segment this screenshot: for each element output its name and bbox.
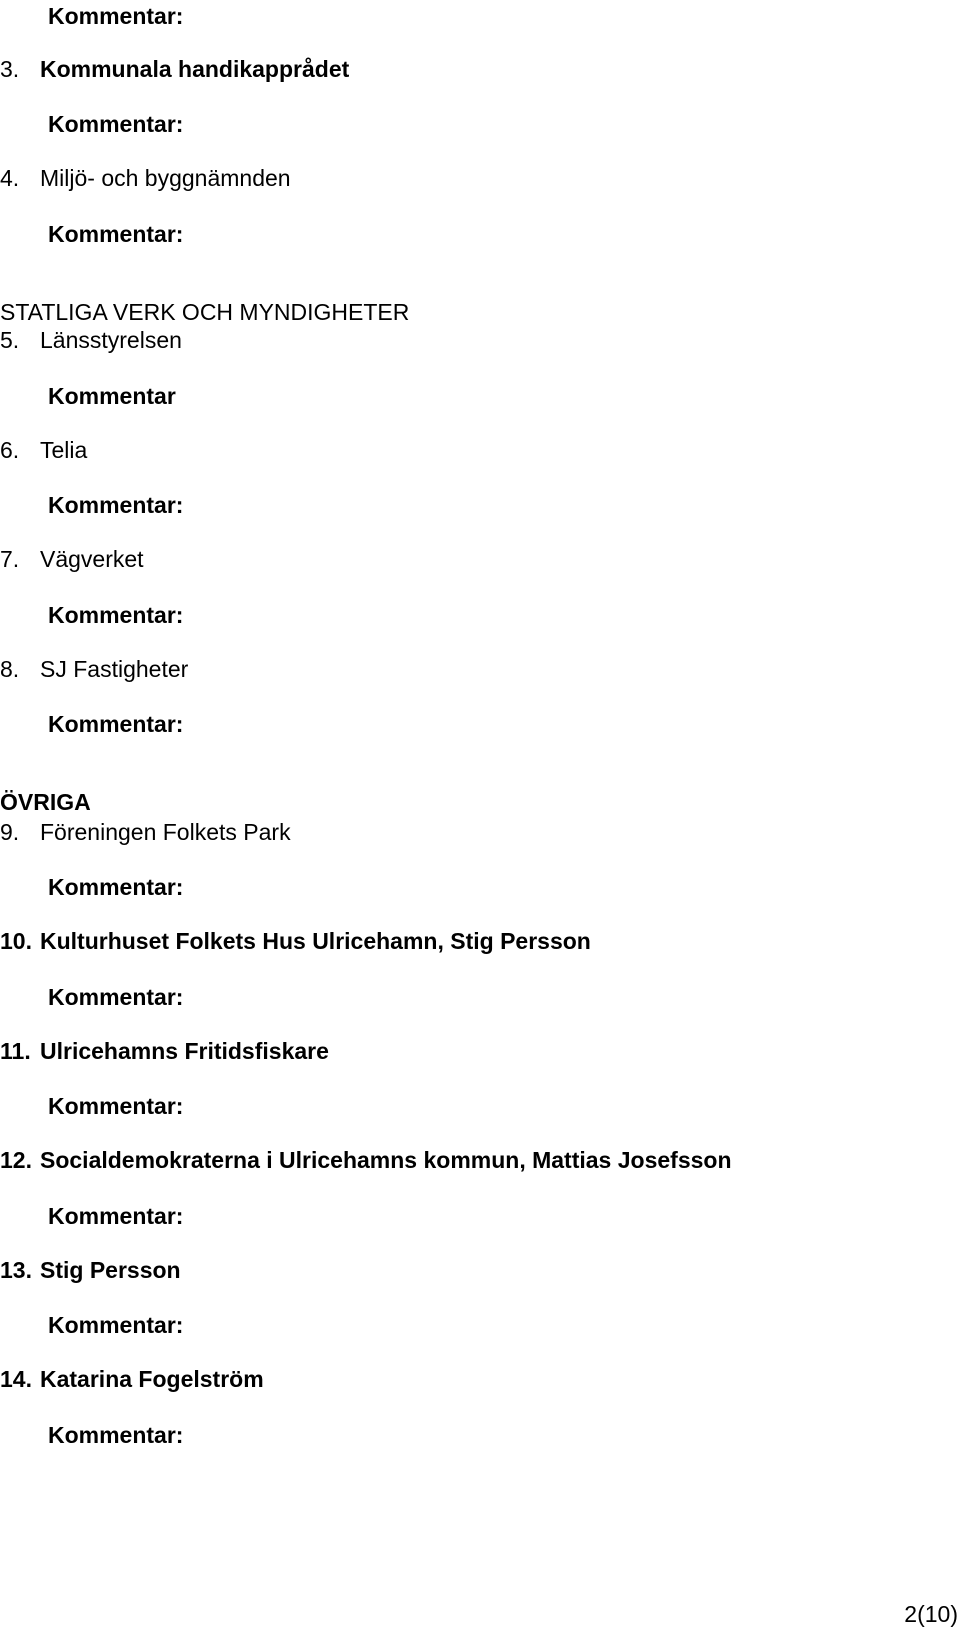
item-number: 12. [0, 1147, 32, 1173]
list-item [0, 436, 87, 464]
section-heading: STATLIGA VERK OCH MYNDIGHETER [0, 299, 410, 325]
item-number: 9. [0, 819, 20, 845]
list-item [0, 326, 182, 354]
page-number: 2(10) [904, 1601, 958, 1627]
item-number: 5. [0, 327, 20, 353]
list-item [0, 164, 291, 192]
comment-label: Kommentar: [48, 1093, 184, 1119]
item-title: Telia [40, 437, 88, 463]
item-number: 11. [0, 1038, 31, 1064]
comment-label: Kommentar: [48, 1312, 184, 1338]
comment-label: Kommentar: [48, 1203, 184, 1229]
item-title: Vägverket [40, 546, 144, 572]
comment-label: Kommentar: [48, 602, 184, 628]
comment-label: Kommentar: [48, 984, 184, 1010]
item-number: 4. [0, 165, 20, 191]
list-item [0, 55, 349, 83]
item-number: 8. [0, 656, 20, 682]
list-item [0, 818, 291, 846]
item-number: 14. [0, 1366, 32, 1392]
item-title: SJ Fastigheter [40, 656, 189, 682]
item-title: Kommunala handikapprådet [40, 56, 350, 82]
item-title: Länsstyrelsen [40, 327, 182, 353]
item-title: Kulturhuset Folkets Hus Ulricehamn, Stig Persson [40, 928, 591, 954]
item-title: Ulricehamns Fritidsfiskare [40, 1038, 329, 1064]
list-item [0, 655, 188, 683]
list-item [0, 927, 591, 955]
item-number: 6. [0, 437, 20, 463]
item-title: Socialdemokraterna i Ulricehamns kommun, Mattias Josefsson [40, 1147, 732, 1173]
comment-label: Kommentar [48, 383, 176, 409]
comment-label: Kommentar: [48, 1422, 184, 1448]
list-item [0, 1365, 264, 1393]
item-title: Miljö- och byggnämnden [40, 165, 291, 191]
item-title: Katarina Fogelström [40, 1366, 264, 1392]
item-number: 10. [0, 928, 32, 954]
item-number: 3. [0, 56, 20, 82]
comment-label: Kommentar: [48, 874, 184, 900]
item-number: 7. [0, 546, 20, 572]
item-number: 13. [0, 1257, 32, 1283]
comment-label: Kommentar: [48, 221, 184, 247]
item-title: Föreningen Folkets Park [40, 819, 291, 845]
item-title: Stig Persson [40, 1257, 181, 1283]
section-heading: ÖVRIGA [0, 789, 91, 815]
comment-label: Kommentar: [48, 711, 184, 737]
comment-label: Kommentar: [48, 492, 184, 518]
list-item [0, 1256, 181, 1284]
comment-label: Kommentar: [48, 3, 184, 29]
list-item [0, 1146, 732, 1174]
list-item [0, 1037, 329, 1065]
list-item [0, 545, 144, 573]
comment-label: Kommentar: [48, 111, 184, 137]
